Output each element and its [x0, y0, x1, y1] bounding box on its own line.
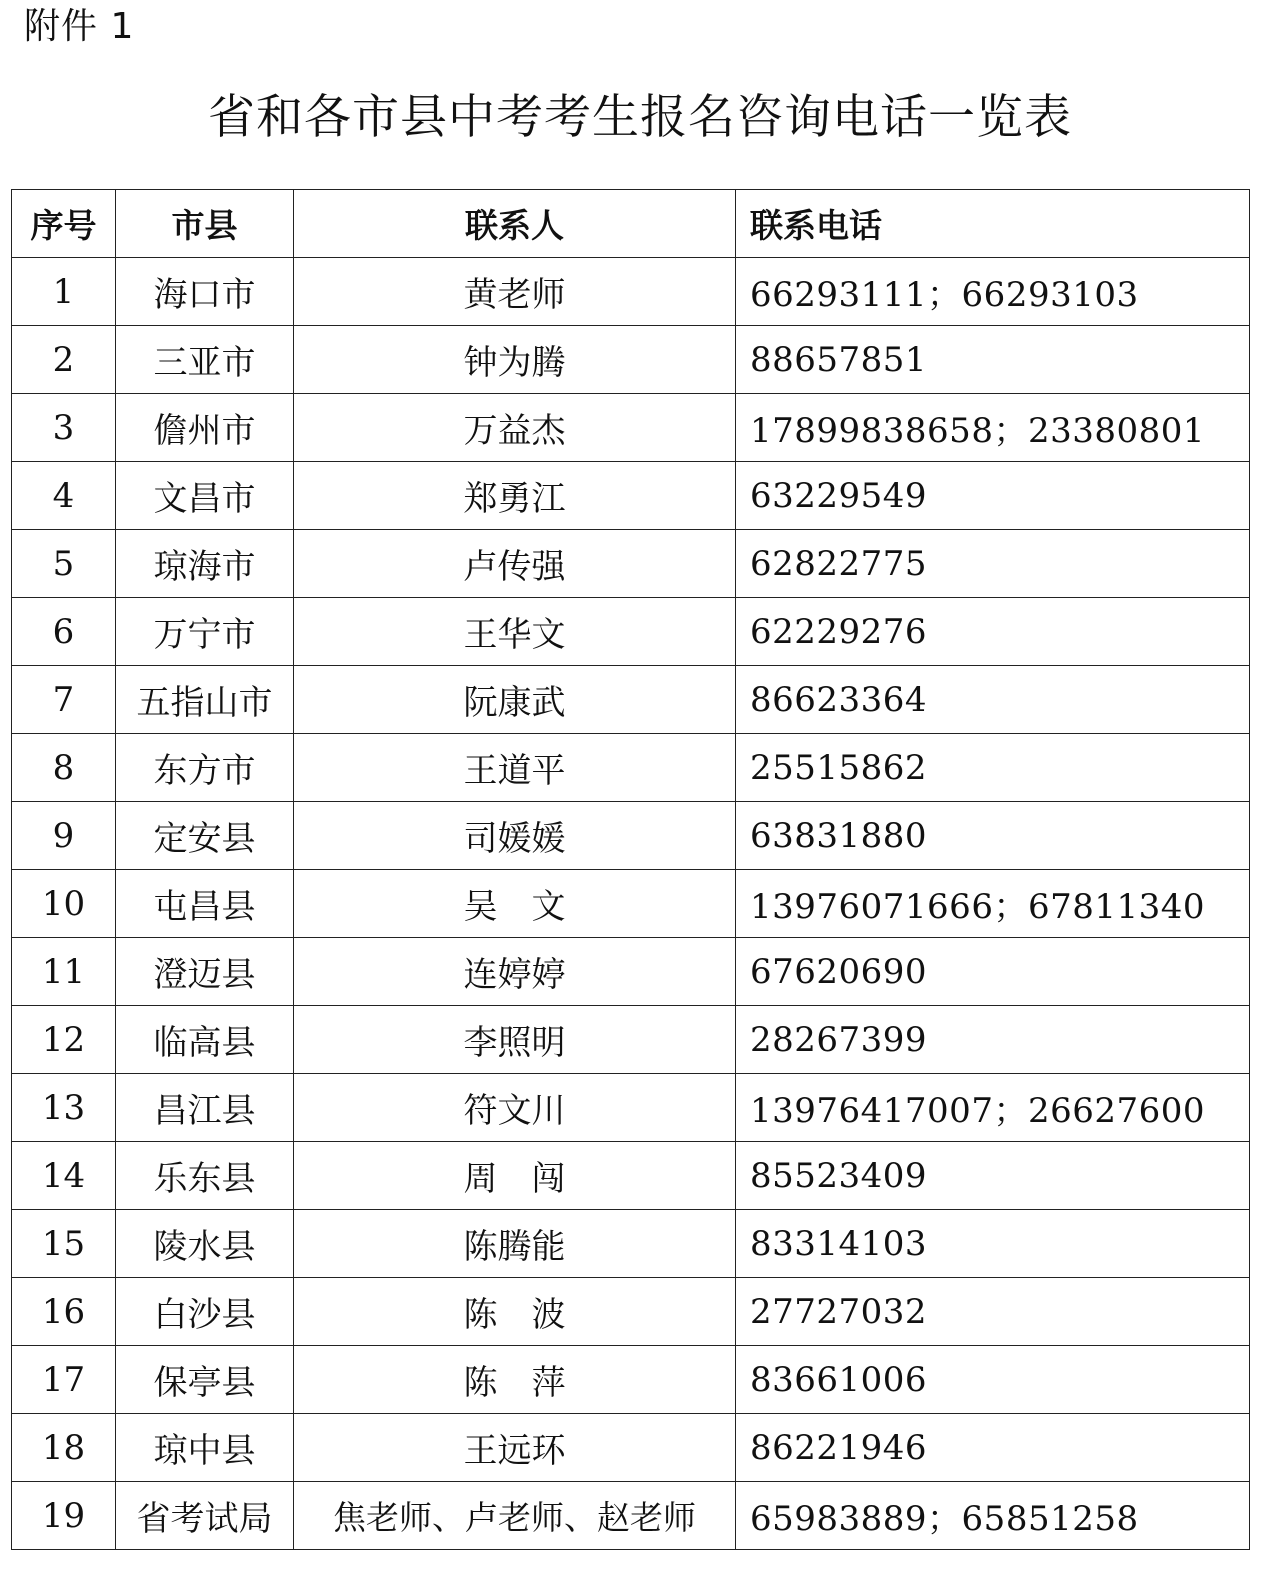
table-row — [12, 1346, 1250, 1414]
contact-person-cell: 陈腾能 — [294, 1210, 736, 1278]
contact-person-cell: 阮康武 — [294, 666, 736, 734]
table-row — [12, 802, 1250, 870]
city-county-cell: 东方市 — [116, 734, 294, 802]
table-row — [12, 326, 1250, 394]
contact-phone-cell: 63229549 — [736, 462, 1250, 530]
serial-number-cell: 6 — [12, 598, 116, 666]
contact-person-cell: 郑勇江 — [294, 462, 736, 530]
table-body — [12, 258, 1250, 1550]
city-county-cell: 三亚市 — [116, 326, 294, 394]
city-county-cell: 万宁市 — [116, 598, 294, 666]
serial-number-cell: 10 — [12, 870, 116, 938]
contact-phone-cell: 28267399 — [736, 1006, 1250, 1074]
contact-phone-cell: 86623364 — [736, 666, 1250, 734]
city-county-cell: 昌江县 — [116, 1074, 294, 1142]
contact-phone-cell: 17899838658；23380801 — [736, 394, 1250, 462]
serial-number-cell: 19 — [12, 1482, 116, 1550]
contact-phone-cell: 88657851 — [736, 326, 1250, 394]
contact-person-cell: 黄老师 — [294, 258, 736, 326]
city-county-cell: 省考试局 — [116, 1482, 294, 1550]
contact-person-cell: 焦老师、卢老师、赵老师 — [294, 1482, 736, 1550]
contact-person-cell: 司媛媛 — [294, 802, 736, 870]
contact-phone-cell: 83314103 — [736, 1210, 1250, 1278]
contact-phone-cell: 83661006 — [736, 1346, 1250, 1414]
table-row — [12, 1278, 1250, 1346]
contact-person-cell: 王道平 — [294, 734, 736, 802]
city-county-cell: 乐东县 — [116, 1142, 294, 1210]
contact-person-cell: 周 闯 — [294, 1142, 736, 1210]
contact-person-cell: 钟为腾 — [294, 326, 736, 394]
table-row — [12, 1482, 1250, 1550]
serial-number-cell: 4 — [12, 462, 116, 530]
city-county-cell: 定安县 — [116, 802, 294, 870]
table-row — [12, 462, 1250, 530]
contact-person-cell: 陈 波 — [294, 1278, 736, 1346]
contact-phone-cell: 25515862 — [736, 734, 1250, 802]
table-row — [12, 530, 1250, 598]
city-county-cell: 白沙县 — [116, 1278, 294, 1346]
contact-person-cell: 陈 萍 — [294, 1346, 736, 1414]
page-title: 省和各市县中考考生报名咨询电话一览表 — [208, 90, 1072, 145]
city-county-cell: 保亭县 — [116, 1346, 294, 1414]
header-serial-number: 序号 — [12, 190, 116, 258]
table-row — [12, 734, 1250, 802]
table-row — [12, 666, 1250, 734]
contact-person-cell: 符文川 — [294, 1074, 736, 1142]
serial-number-cell: 16 — [12, 1278, 116, 1346]
city-county-cell: 屯昌县 — [116, 870, 294, 938]
contact-phone-cell: 65983889；65851258 — [736, 1482, 1250, 1550]
contact-person-cell: 王华文 — [294, 598, 736, 666]
table-row — [12, 870, 1250, 938]
header-contact-phone: 联系电话 — [736, 190, 1250, 258]
contact-phone-cell: 27727032 — [736, 1278, 1250, 1346]
table-row — [12, 938, 1250, 1006]
serial-number-cell: 8 — [12, 734, 116, 802]
table-row — [12, 1414, 1250, 1482]
city-county-cell: 五指山市 — [116, 666, 294, 734]
contact-person-cell: 王远环 — [294, 1414, 736, 1482]
serial-number-cell: 15 — [12, 1210, 116, 1278]
table-row — [12, 394, 1250, 462]
attachment-label: 附件 1 — [24, 6, 135, 47]
serial-number-cell: 14 — [12, 1142, 116, 1210]
table-header-row — [12, 190, 1250, 258]
serial-number-cell: 1 — [12, 258, 116, 326]
contact-phone-cell: 85523409 — [736, 1142, 1250, 1210]
city-county-cell: 琼海市 — [116, 530, 294, 598]
contact-person-cell: 吴 文 — [294, 870, 736, 938]
contact-person-cell: 李照明 — [294, 1006, 736, 1074]
city-county-cell: 儋州市 — [116, 394, 294, 462]
contact-phone-cell: 67620690 — [736, 938, 1250, 1006]
header-contact-person: 联系人 — [294, 190, 736, 258]
table-row — [12, 258, 1250, 326]
serial-number-cell: 11 — [12, 938, 116, 1006]
serial-number-cell: 5 — [12, 530, 116, 598]
table-row — [12, 1006, 1250, 1074]
table-row — [12, 1074, 1250, 1142]
header-city-county: 市县 — [116, 190, 294, 258]
contact-phone-cell: 62229276 — [736, 598, 1250, 666]
contact-person-cell: 连婷婷 — [294, 938, 736, 1006]
city-county-cell: 海口市 — [116, 258, 294, 326]
contact-table — [11, 189, 1250, 1550]
contact-phone-cell: 13976417007；26627600 — [736, 1074, 1250, 1142]
serial-number-cell: 12 — [12, 1006, 116, 1074]
table-row — [12, 1142, 1250, 1210]
serial-number-cell: 7 — [12, 666, 116, 734]
serial-number-cell: 3 — [12, 394, 116, 462]
serial-number-cell: 9 — [12, 802, 116, 870]
contact-phone-cell: 62822775 — [736, 530, 1250, 598]
contact-person-cell: 万益杰 — [294, 394, 736, 462]
table-row — [12, 1210, 1250, 1278]
city-county-cell: 澄迈县 — [116, 938, 294, 1006]
city-county-cell: 文昌市 — [116, 462, 294, 530]
city-county-cell: 陵水县 — [116, 1210, 294, 1278]
contact-phone-cell: 86221946 — [736, 1414, 1250, 1482]
serial-number-cell: 17 — [12, 1346, 116, 1414]
table-row — [12, 598, 1250, 666]
contact-person-cell: 卢传强 — [294, 530, 736, 598]
city-county-cell: 琼中县 — [116, 1414, 294, 1482]
city-county-cell: 临高县 — [116, 1006, 294, 1074]
serial-number-cell: 18 — [12, 1414, 116, 1482]
contact-phone-cell: 63831880 — [736, 802, 1250, 870]
contact-phone-cell: 13976071666；67811340 — [736, 870, 1250, 938]
serial-number-cell: 13 — [12, 1074, 116, 1142]
contact-phone-cell: 66293111；66293103 — [736, 258, 1250, 326]
serial-number-cell: 2 — [12, 326, 116, 394]
